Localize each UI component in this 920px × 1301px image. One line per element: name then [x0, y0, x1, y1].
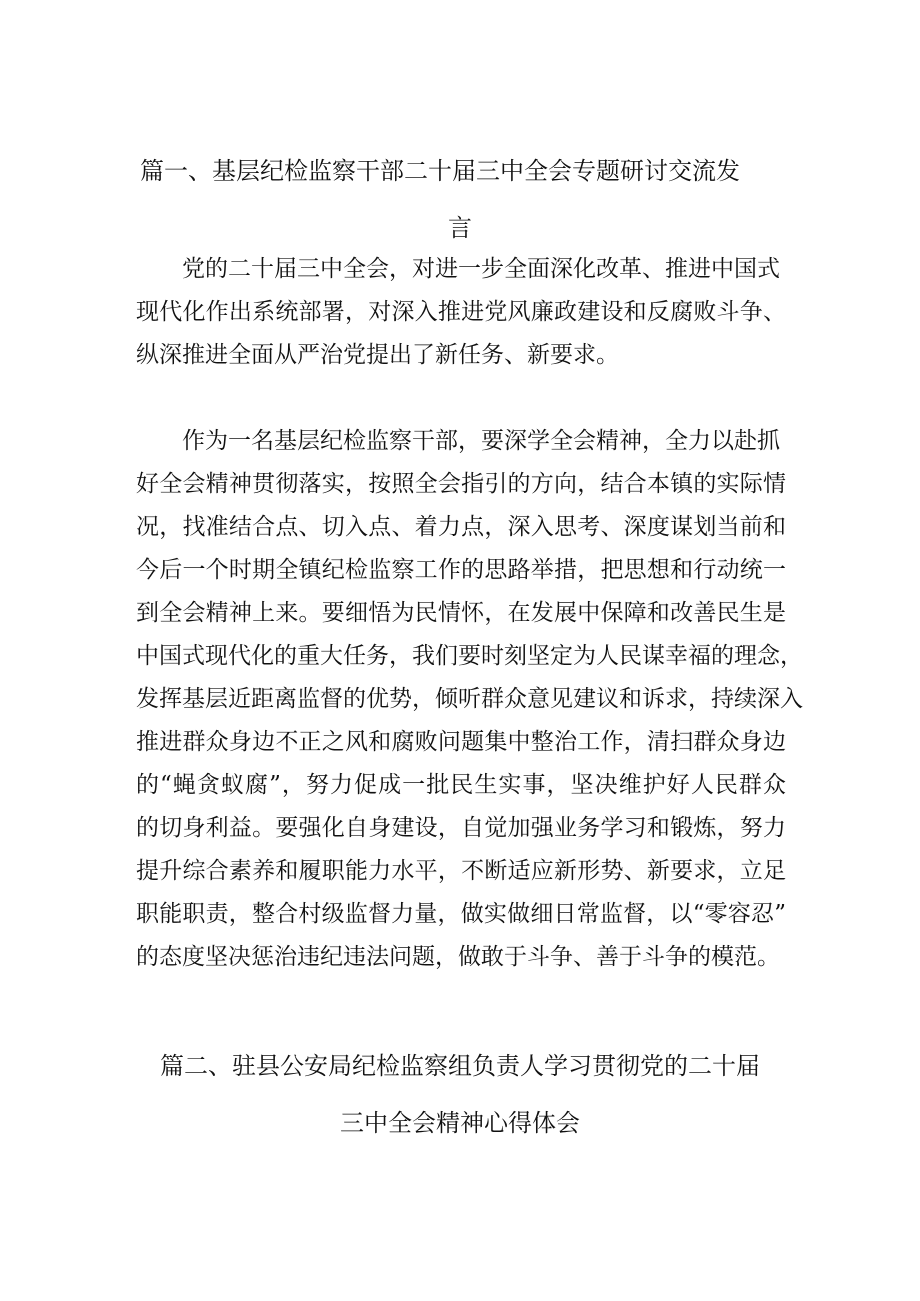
paragraph2-line7: 发挥基层近距离监督的优势，倾听群众意见建议和诉求，持续深入 — [136, 686, 803, 712]
paragraph2-line8: 推进群众身边不正之风和腐败问题集中整治工作，清扫群众身边 — [136, 729, 786, 755]
paragraph2-line9: 的“蝇贪蚁腐”，努力促成一批民生实事，坚决维护好人民群众 — [136, 772, 786, 798]
paragraph2-line13: 的态度坚决惩治违纪违法问题，做敢于斗争、善于斗争的模范。 — [136, 944, 780, 970]
paragraph2-line11: 提升综合素养和履职能力水平，不断适应新形势、新要求，立足 — [136, 858, 786, 884]
section1-title-line2: 言 — [448, 214, 472, 242]
paragraph2-line12: 职能职责，整合村级监督力量，做实做细日常监督，以“零容忍” — [136, 901, 786, 927]
paragraph2-line4: 今后一个时期全镇纪检监察工作的思路举措，把思想和行动统一 — [136, 557, 786, 583]
section2-title-line2: 三中全会精神心得体会 — [340, 1109, 580, 1137]
paragraph2-line1: 作为一名基层纪检监察干部，要深学全会精神，全力以赴抓 — [182, 428, 780, 454]
section1-title-line1: 篇一、基层纪检监察干部二十届三中全会专题研讨交流发 — [140, 157, 740, 185]
paragraph1-line3: 纵深推进全面从严治党提出了新任务、新要求。 — [136, 342, 619, 368]
paragraph1-line1: 党的二十届三中全会，对进一步全面深化改革、推进中国式 — [182, 256, 780, 282]
paragraph2-line10: 的切身利益。要强化自身建设，自觉加强业务学习和锻炼，努力 — [136, 815, 786, 841]
paragraph2-line3: 况，找准结合点、切入点、着力点，深入思考、深度谋划当前和 — [136, 514, 786, 540]
paragraph2-line5: 到全会精神上来。要细悟为民情怀，在发展中保障和改善民生是 — [136, 600, 786, 626]
paragraph2-line6: 中国式现代化的重大任务，我们要时刻坚定为人民谋幸福的理念， — [136, 643, 803, 669]
section2-title-line1: 篇二、驻县公安局纪检监察组负责人学习贯彻党的二十届 — [160, 1052, 760, 1080]
paragraph2-line2: 好全会精神贯彻落实，按照全会指引的方向，结合本镇的实际情 — [136, 471, 786, 497]
paragraph1-line2: 现代化作出系统部署，对深入推进党风廉政建设和反腐败斗争、 — [136, 299, 786, 325]
